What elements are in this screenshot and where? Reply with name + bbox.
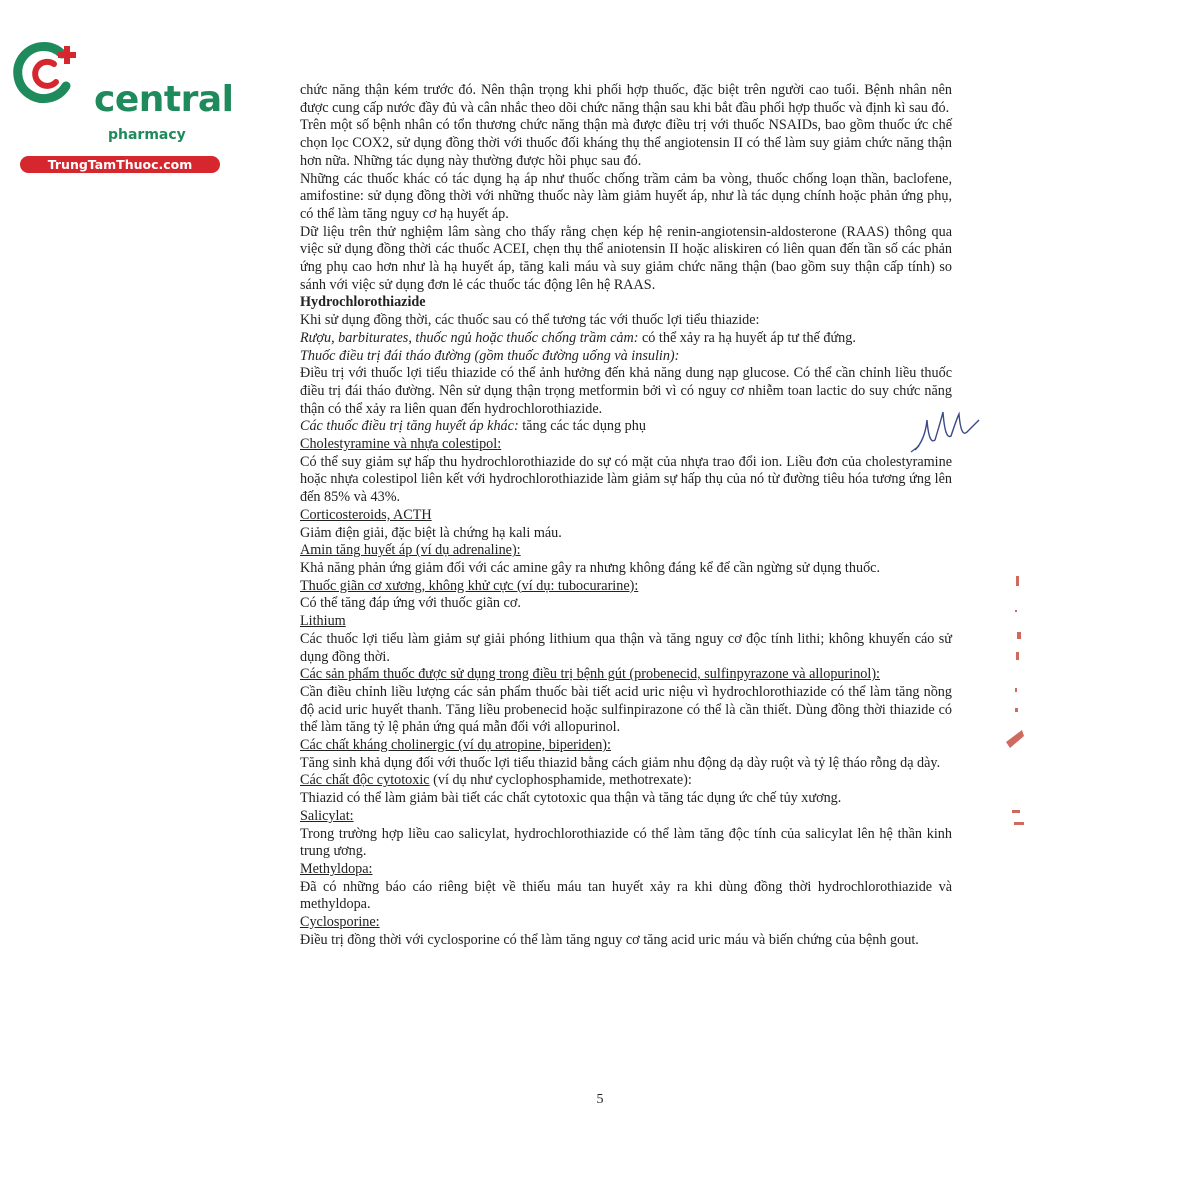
paragraph: Thiazid có thể làm giảm bài tiết các chất cytotoxic qua thận và tăng tác dụng ức chế tủy xương. <box>300 790 842 807</box>
paragraph: Dữ liệu trên thử nghiệm lâm sàng cho thấy rằng chẹn kép hệ renin-angiotensin-aldosterone (RAAS) thông qua việc sử dụng đồng thời các thuốc ACEI, chẹn thụ thể aniotensin II hoặc aliskiren có liên quan đến tần số các phản ứng phụ cao hơn như là hạ huyết áp, tăng kali máu và suy giảm chức năng thận (bao gồm suy thận cấp tính) so sánh với việc sử dụng đơn lẻ các thuốc tác động lên hệ RAAS. <box>300 223 952 293</box>
paragraph: Những các thuốc khác có tác dụng hạ áp như thuốc chống trầm cảm ba vòng, thuốc chống loạn thần, baclofene, amifostine: sử dụng đồng thời với những thuốc này làm giảm huyết áp, như là tác dụng chính hoặc phản ứng phụ, có thể làm tăng nguy cơ hạ huyết áp. <box>300 170 952 222</box>
subheading: Amin tăng huyết áp (ví dụ adrenaline): <box>300 542 521 559</box>
paragraph: Có thể tăng đáp ứng với thuốc giãn cơ. <box>300 595 521 612</box>
logo-subtitle: pharmacy <box>108 127 186 143</box>
paragraph: Giảm điện giải, đặc biệt là chứng hạ kali máu. <box>300 524 562 541</box>
paragraph-text: tăng các tác dụng phụ <box>518 418 646 435</box>
paragraph: Các thuốc lợi tiểu làm giảm sự giải phóng lithium qua thận và tăng nguy cơ độc tính lithi; không khuyến cáo sử dụng đồng thời. <box>300 630 952 665</box>
paragraph: Thuốc điều trị đái tháo đường (gồm thuốc đường uống và insulin): <box>300 347 680 364</box>
subheading: Methyldopa: <box>300 860 373 877</box>
subheading: Các sản phẩm thuốc được sử dụng trong điều trị bệnh gút (probenecid, sulfinpyrazone và allopurinol): <box>300 666 880 683</box>
paragraph: Tăng sinh khả dụng đối với thuốc lợi tiểu thiazid bằng cách giảm nhu động dạ dày ruột và tỷ lệ tháo rỗng dạ dày. <box>300 754 941 771</box>
paragraph: chức năng thận kém trước đó. Nên thận trọng khi phối hợp thuốc, đặc biệt trên người cao tuổi. Bệnh nhân nên được cung cấp nước đầy đủ và cân nhắc theo dõi chức năng thận sau khi bắt đầu phối hợp thuốc và định kì sau đó. <box>300 82 952 116</box>
document-body <box>300 82 952 949</box>
paragraph-lead: Rượu, barbiturates, thuốc ngủ hoặc thuốc chống trầm cảm: <box>300 329 639 346</box>
stamp-fragment <box>1004 570 1034 850</box>
subheading: Corticosteroids, ACTH <box>300 506 432 523</box>
logo-url-bar: TrungTamThuoc.com <box>20 156 220 173</box>
paragraph: Khi sử dụng đồng thời, các thuốc sau có thể tương tác với thuốc lợi tiểu thiazide: <box>300 312 760 329</box>
paragraph: Điều trị với thuốc lợi tiểu thiazide có thể ảnh hưởng đến khả năng dung nạp glucose. Có thể cần chỉnh liều thuốc điều trị đái tháo đường. Nên sử dụng thận trọng metformin bởi vì có nguy cơ nhiễm toan lactic do suy chức năng thận có thể xảy ra liên quan đến hydrochlorothiazide. <box>300 365 952 417</box>
subheading: Lithium <box>300 613 346 630</box>
subheading: Các chất kháng cholinergic (ví dụ atropine, biperiden): <box>300 737 611 754</box>
paragraph: Cần điều chỉnh liều lượng các sản phẩm thuốc bài tiết acid uric niệu vì hydrochlorothiazide có thể làm tăng nồng độ acid uric huyết thanh. Tăng liều probenecid hoặc sulfinpirazone có thể là cần thiết. Dùng đồng thời thiazide có thể làm tăng tỷ lệ phản ứng quá mẫn đối với allopurinol. <box>300 683 952 736</box>
paragraph: Khả năng phản ứng giảm đối với các amine gây ra nhưng không đáng kể để cần ngừng sử dụng thuốc. <box>300 559 881 576</box>
paragraph: Trên một số bệnh nhân có tổn thương chức năng thận mà được điều trị với thuốc NSAIDs, bao gồm thuốc ức chế chọn lọc COX2, sử dụng đồng thời với thuốc đối kháng thụ thể angiotensin II có thể làm suy giảm chức năng thận hơn nữa. Những tác dụng này thường được hồi phục sau đó. <box>300 117 952 169</box>
subheading: Thuốc giãn cơ xương, không khử cực (ví dụ: tubocurarine): <box>300 577 639 594</box>
subheading: Salicylat: <box>300 807 354 824</box>
paragraph-text: có thể xảy ra hạ huyết áp tư thế đứng. <box>638 329 856 346</box>
page-number: 5 <box>596 1092 604 1107</box>
logo-name: central <box>94 79 234 120</box>
paragraph <box>300 772 952 790</box>
subheading: Cyclosporine: <box>300 914 380 931</box>
signature-mark <box>905 400 985 460</box>
paragraph: Trong trường hợp liều cao salicylat, hydrochlorothiazide có thể làm tăng độc tính của salicylat lên hệ thần kinh trung ương. <box>300 825 952 860</box>
logo-c-cross-icon <box>10 38 82 110</box>
paragraph-text: (ví dụ như cyclophosphamide, methotrexate): <box>429 772 692 789</box>
paragraph-lead: Các chất độc cytotoxic <box>300 772 430 789</box>
paragraph <box>300 330 952 348</box>
paragraph <box>300 418 952 436</box>
subheading: Cholestyramine và nhựa colestipol: <box>300 436 502 453</box>
paragraph: Điều trị đồng thời với cyclosporine có thể làm tăng nguy cơ tăng acid uric máu và biến chứng của bệnh gout. <box>300 931 919 948</box>
paragraph-lead: Các thuốc điều trị tăng huyết áp khác: <box>300 418 519 435</box>
paragraph: Đã có những báo cáo riêng biệt về thiếu máu tan huyết xảy ra khi dùng đồng thời hydrochlorothiazide và methyldopa. <box>300 878 952 913</box>
paragraph: Có thể suy giảm sự hấp thu hydrochlorothiazide do sự có mặt của nhựa trao đổi ion. Liều đơn của cholestyramine hoặc nhựa colestipol liên kết với hydrochlorothiazide làm giảm sự hấp thụ của nó từ đường tiêu hóa tương ứng lên đến 85% và 43%. <box>300 453 952 506</box>
section-heading: Hydrochlorothiazide <box>300 294 426 311</box>
central-pharmacy-logo <box>10 38 234 172</box>
